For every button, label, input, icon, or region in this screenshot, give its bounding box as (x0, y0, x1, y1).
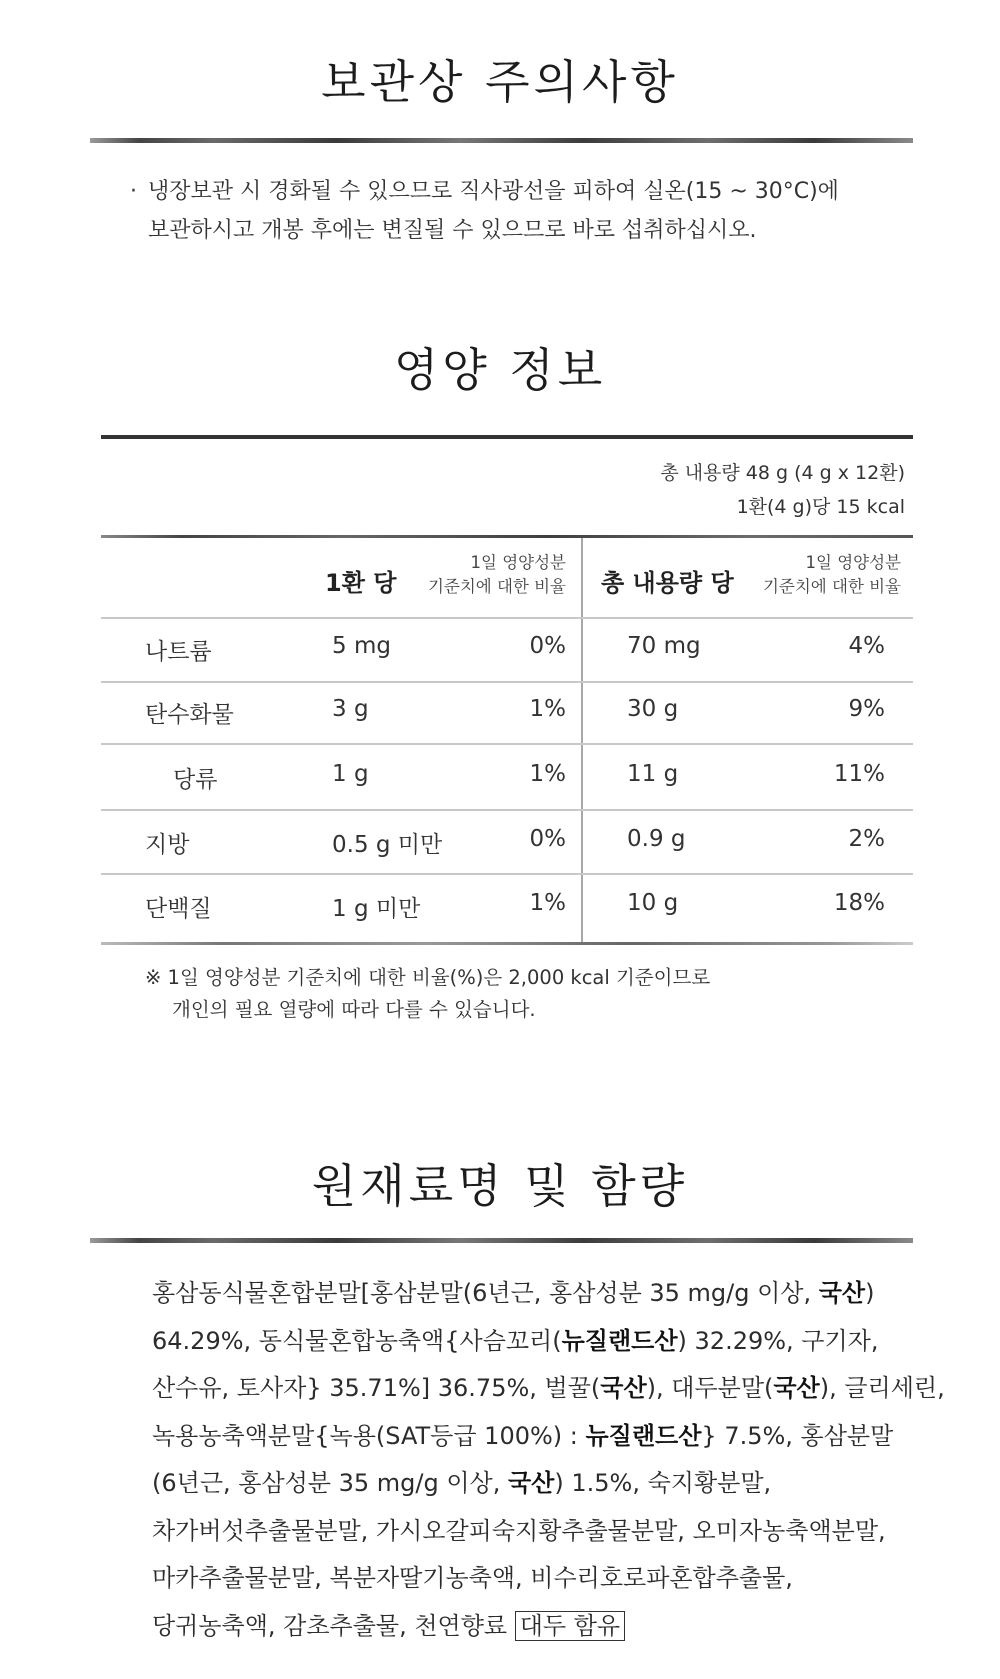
total-percent: 2% (848, 826, 885, 852)
storage-line-2: 보관하시고 개봉 후에는 변질될 수 있으므로 바로 섭취하십시오. (148, 218, 757, 243)
ingredients-line-4 (152, 1413, 942, 1461)
unit-amount: 3 g (332, 696, 369, 722)
ingredient-text: ) 1.5%, 숙지황분말, (554, 1469, 772, 1497)
header-ratio-line-2: 기준치에 대한 비율 (427, 577, 566, 596)
table-row-divider (101, 617, 913, 619)
storage-divider (90, 138, 913, 143)
table-row-divider (101, 681, 913, 683)
unit-amount: 5 mg (332, 633, 391, 659)
nutrient-name: 탄수화물 (145, 702, 234, 728)
ingredient-text: 녹용농축액분말{녹용(SAT등급 100%) : (152, 1421, 586, 1450)
unit-amount: 0.5 g 미만 (332, 832, 443, 858)
ingredient-text: ) 32.29%, 구기자, (677, 1326, 879, 1355)
nutrition-divider (101, 435, 913, 439)
ingredient-text: ), 글리세린, (819, 1374, 945, 1402)
unit-amount: 1 g (332, 761, 369, 787)
unit-percent: 1% (529, 696, 566, 722)
total-amount: 30 g (627, 696, 679, 722)
nutrient-name: 나트륨 (145, 639, 212, 665)
ingredient-text: ) (865, 1279, 875, 1307)
origin-label: 국산 (507, 1469, 555, 1497)
footnote-line-2: 개인의 필요 열량에 따라 다를 수 있습니다. (172, 998, 536, 1021)
nutrient-name: 지방 (145, 832, 190, 858)
total-amount: 10 g (627, 890, 679, 916)
origin-label: 뉴질랜드산 (561, 1326, 678, 1355)
ingredients-line-5 (152, 1460, 942, 1508)
allergen-box: 대두 함유 (515, 1611, 625, 1641)
ingredients-line-3 (152, 1365, 945, 1413)
table-column-divider (581, 538, 583, 942)
nutrition-totals (660, 456, 905, 524)
header-ratio-unit (421, 551, 566, 599)
ingredient-text: 당귀농축액, 감초추출물, 천연향료 (152, 1611, 515, 1640)
ingredients-line-7: 마카추출물분말, 복분자딸기농축액, 비수리호로파혼합추출물, (152, 1564, 793, 1592)
table-top-border (101, 535, 913, 538)
header-per-total: 총 내용량 당 (601, 569, 734, 597)
ingredients-list (152, 1270, 945, 1650)
total-percent: 18% (833, 890, 885, 916)
ingredient-text: ), 대두분말( (646, 1374, 774, 1402)
origin-label: 국산 (818, 1279, 866, 1307)
total-amount: 70 mg (627, 633, 701, 659)
total-content: 총 내용량 48 g (4 g x 12환) (660, 462, 905, 484)
header-per-unit: 1환 당 (325, 569, 397, 597)
ingredients-line-8 (152, 1603, 942, 1651)
unit-percent: 0% (529, 826, 566, 852)
ingredient-text: } 7.5%, 홍삼분말 (701, 1421, 894, 1450)
header-ratio-line-1: 1일 영양성분 (805, 553, 901, 572)
ingredient-text: 64.29%, 동식물혼합농축액{사슴꼬리( (152, 1326, 562, 1355)
ingredients-line-6: 차가버섯추출물분말, 가시오갈피숙지황추출물분말, 오미자농축액분말, (152, 1516, 886, 1545)
footnote-line-1: ※ 1일 영양성분 기준치에 대한 비율(%)은 2,000 kcal 기준이므로 (145, 966, 711, 989)
bullet-mark: · (130, 179, 137, 204)
table-bottom-border (101, 942, 913, 945)
unit-percent: 1% (529, 761, 566, 787)
ingredients-divider (90, 1238, 913, 1243)
storage-line-1: 냉장보관 시 경화될 수 있으므로 직사광선을 피하여 실온(15 ~ 30°C)에 (148, 179, 839, 204)
total-percent: 9% (848, 696, 885, 722)
origin-label: 국산 (773, 1374, 820, 1402)
table-row-divider (101, 743, 913, 745)
nutrition-title: 영양 정보 (393, 343, 607, 397)
per-serving-kcal: 1환(4 g)당 15 kcal (736, 496, 905, 518)
ingredient-text: 홍삼동식물혼합분말[홍삼분말(6년근, 홍삼성분 35 mg/g 이상, (152, 1279, 819, 1307)
total-percent: 4% (848, 633, 885, 659)
header-ratio-line-1: 1일 영양성분 (470, 553, 566, 572)
nutrient-name: 당류 (173, 767, 218, 793)
storage-title: 보관상 주의사항 (321, 55, 679, 109)
ingredient-text: (6년근, 홍삼성분 35 mg/g 이상, (152, 1469, 508, 1497)
table-row-divider (101, 873, 913, 875)
nutrition-footnote (145, 962, 710, 1026)
header-ratio-total (751, 551, 901, 599)
ingredient-text: 산수유, 토사자} 35.71%] 36.75%, 벌꿀( (152, 1374, 601, 1402)
nutrition-table (101, 535, 913, 945)
ingredients-line-2 (152, 1318, 942, 1366)
ingredients-title: 원재료명 및 함량 (311, 1159, 689, 1213)
table-row-divider (101, 809, 913, 811)
unit-amount: 1 g 미만 (332, 896, 421, 922)
ingredients-line-1 (152, 1270, 942, 1318)
total-amount: 11 g (627, 761, 679, 787)
total-percent: 11% (833, 761, 885, 787)
storage-notice (130, 172, 928, 250)
origin-label: 국산 (600, 1374, 647, 1402)
header-ratio-line-2: 기준치에 대한 비율 (762, 577, 901, 596)
unit-percent: 0% (529, 633, 566, 659)
unit-percent: 1% (529, 890, 566, 916)
origin-label: 뉴질랜드산 (585, 1421, 702, 1450)
total-amount: 0.9 g (627, 826, 686, 852)
nutrient-name: 단백질 (145, 896, 212, 922)
